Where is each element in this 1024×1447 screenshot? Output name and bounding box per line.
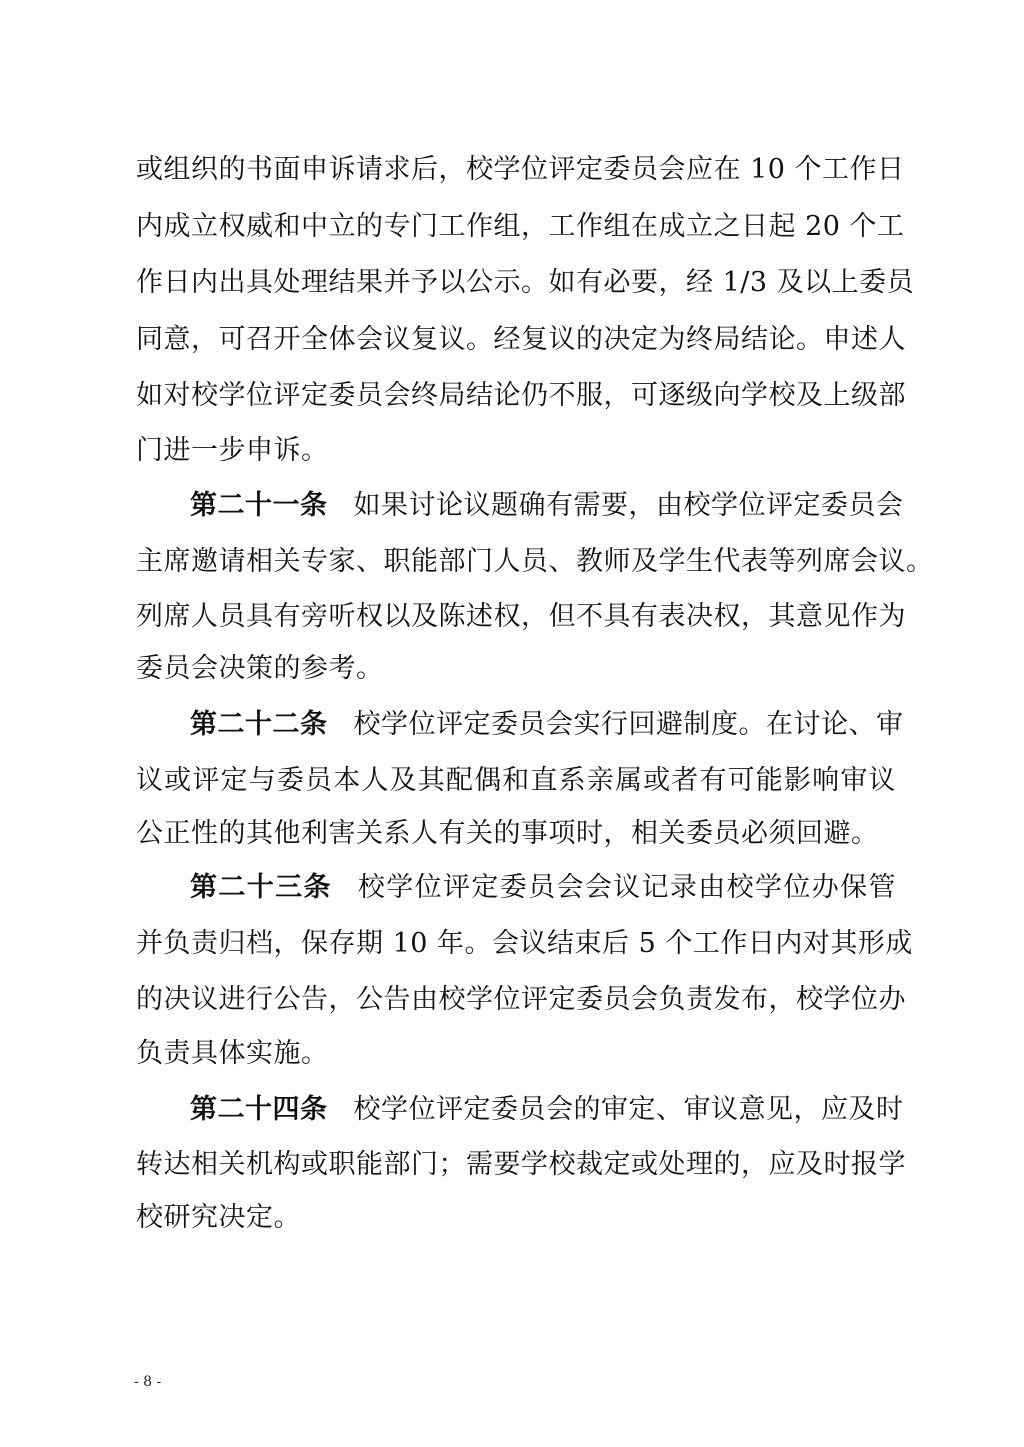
text-line: 列席人员具有旁听权以及陈述权，但不具有表决权，其意见作为	[136, 601, 906, 632]
text-line: 并负责归档，保存期 10 年。会议结束后 5 个工作日内对其形成	[136, 928, 913, 959]
article-21-first-line	[190, 489, 904, 523]
text-line: 校研究决定。	[136, 1202, 301, 1233]
article-text: 校学位评定委员会实行回避制度。在讨论、审	[353, 709, 904, 740]
article-number: 第二十一条	[190, 490, 328, 521]
article-22-first-line	[190, 708, 904, 742]
text-line: 或组织的书面申诉请求后，校学位评定委员会应在 10 个工作日	[136, 154, 905, 185]
text-line: 门进一步申诉。	[136, 435, 329, 466]
text-line: 作日内出具处理结果并予以公示。如有必要，经 1/3 及以上委员	[136, 267, 915, 298]
article-text: 校学位评定委员会的审定、审议意见，应及时	[353, 1094, 904, 1125]
text-line: 同意，可召开全体会议复议。经复议的决定为终局结论。申述人	[136, 324, 906, 355]
text-line: 议或评定与委员本人及其配偶和直系亲属或者有可能影响审议	[136, 765, 896, 796]
article-number: 第二十四条	[190, 1094, 328, 1125]
text-line: 公正性的其他利害关系人有关的事项时，相关委员必须回避。	[136, 818, 879, 849]
text-line: 负责具体实施。	[136, 1038, 329, 1069]
text-line: 委员会决策的参考。	[136, 653, 384, 684]
text-line: 内成立权威和中立的专门工作组，工作组在成立之日起 20 个工	[136, 211, 905, 242]
text-line: 转达相关机构或职能部门；需要学校裁定或处理的，应及时报学	[136, 1149, 906, 1180]
text-line: 如对校学位评定委员会终局结论仍不服，可逐级向学校及上级部	[136, 380, 906, 411]
text-line: 主席邀请相关专家、职能部门人员、教师及学生代表等列席会议。	[136, 546, 934, 577]
article-number: 第二十三条	[190, 872, 332, 903]
article-number: 第二十二条	[190, 709, 328, 740]
text-line: 的决议进行公告，公告由校学位评定委员会负责发布，校学位办	[136, 984, 906, 1015]
page-number: - 8 -	[134, 1374, 162, 1390]
article-text: 如果讨论议题确有需要，由校学位评定委员会	[353, 490, 904, 521]
article-23-first-line	[190, 871, 896, 905]
article-text: 校学位评定委员会会议记录由校学位办保管	[357, 872, 897, 903]
article-24-first-line	[190, 1093, 904, 1127]
